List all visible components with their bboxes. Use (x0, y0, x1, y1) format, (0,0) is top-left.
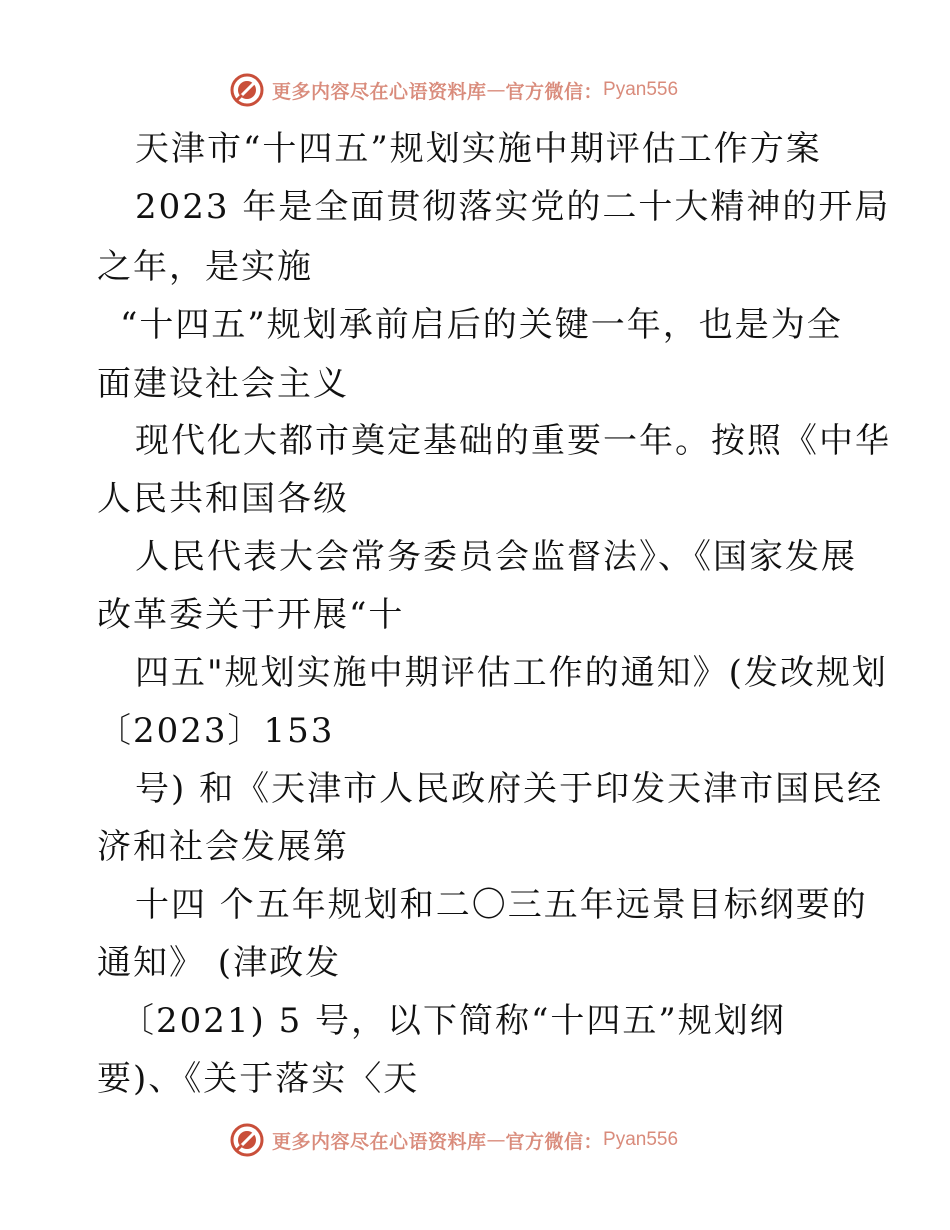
watermark-label: 官方微信： (505, 80, 604, 103)
text-line: 2023 年是全面贯彻落实党的二十大精神的开局 (135, 187, 891, 227)
text-line: “十四五”规划承前启后的关键一年，也是为全 (120, 305, 843, 345)
text-line: 之年，是实施 (97, 247, 313, 287)
text-line: 十四 个五年规划和二〇三五年远景目标纲要的 (135, 885, 868, 925)
seal-logo-icon (230, 1123, 264, 1157)
watermark-separator: — (486, 79, 506, 101)
watermark-label: 官方微信： (505, 1130, 604, 1153)
text-line: 〔2021) 5 号，以下简称“十四五”规划纲 (120, 1001, 786, 1041)
watermark-text: 更多内容尽在心语资料库 (272, 1130, 487, 1153)
text-line: 〔2023〕153 (97, 711, 335, 751)
text-line: 现代化大都市奠定基础的重要一年。按照《中华 (135, 421, 891, 461)
seal-logo-icon (230, 73, 264, 107)
watermark-banner-top (230, 70, 678, 110)
text-line: 要)、《关于落实〈天 (97, 1059, 420, 1099)
watermark-id: Pyan556 (603, 1129, 679, 1150)
text-line: 号) 和《天津市人民政府关于印发天津市国民经 (135, 769, 884, 809)
text-line: 济和社会发展第 (97, 827, 349, 867)
text-line: 人民共和国各级 (97, 479, 349, 519)
text-line: 通知》 (津政发 (97, 943, 342, 983)
text-line: 四五"规划实施中期评估工作的通知》(发改规划 (135, 653, 888, 693)
watermark-separator: — (486, 1129, 506, 1151)
watermark-text: 更多内容尽在心语资料库 (272, 80, 487, 103)
text-line: 改革委关于开展“十 (97, 595, 405, 635)
text-line: 面建设社会主义 (97, 364, 349, 404)
watermark-banner-bottom (230, 1120, 678, 1160)
watermark-id: Pyan556 (603, 79, 679, 100)
document-title: 天津市“十四五”规划实施中期评估工作方案 (135, 129, 822, 169)
text-line: 人民代表大会常务委员会监督法》、《国家发展 (135, 537, 857, 577)
